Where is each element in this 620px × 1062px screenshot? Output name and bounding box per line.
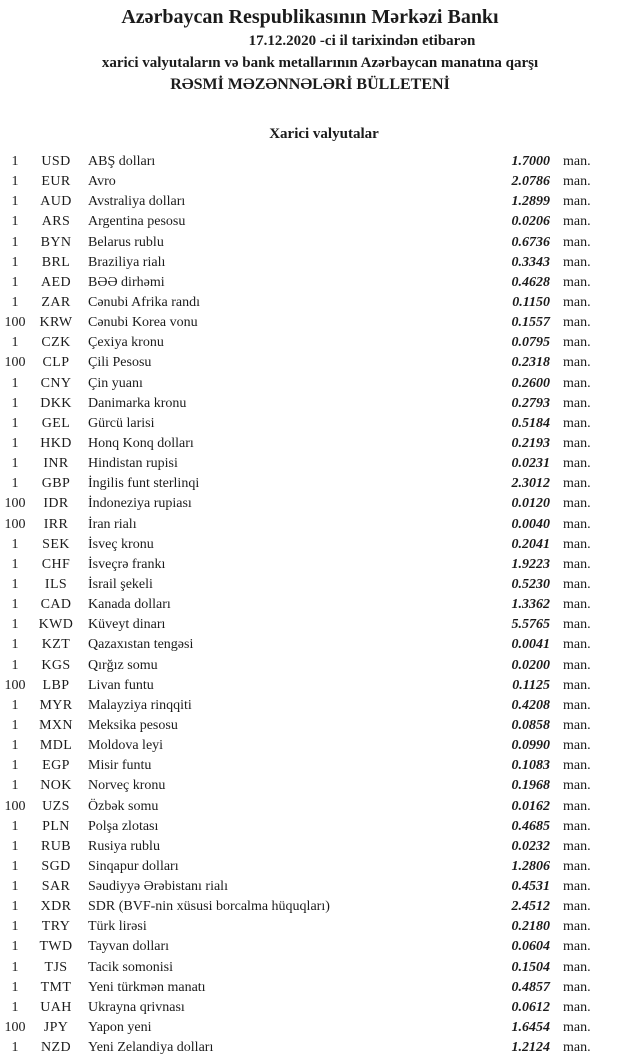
unit-cell: man. bbox=[563, 637, 591, 653]
table-row bbox=[0, 333, 620, 353]
unit-cell: man. bbox=[563, 838, 591, 854]
unit-cell: man. bbox=[563, 375, 591, 391]
currency-code-cell: EUR bbox=[41, 174, 71, 190]
currency-code-cell: LBP bbox=[42, 677, 70, 693]
currency-name-cell: Çexiya kronu bbox=[88, 335, 164, 351]
rate-value-cell: 0.1150 bbox=[512, 294, 550, 310]
currency-name-cell: İsveç kronu bbox=[88, 536, 154, 552]
unit-cell: man. bbox=[563, 174, 591, 190]
rate-value-cell: 1.2899 bbox=[511, 194, 550, 210]
rate-value-cell: 0.4685 bbox=[511, 818, 550, 834]
rate-value-cell: 0.2041 bbox=[511, 536, 550, 552]
quantity-cell: 1 bbox=[11, 415, 19, 431]
currency-code-cell: GEL bbox=[41, 415, 71, 431]
unit-cell: man. bbox=[563, 516, 591, 532]
unit-cell: man. bbox=[563, 435, 591, 451]
currency-code-cell: CNY bbox=[40, 375, 72, 391]
currency-code-cell: KZT bbox=[41, 637, 71, 653]
table-row bbox=[0, 797, 620, 817]
currency-name-cell: Küveyt dinarı bbox=[88, 617, 166, 633]
table-row bbox=[0, 998, 620, 1018]
table-row bbox=[0, 716, 620, 736]
currency-code-cell: SGD bbox=[41, 858, 71, 874]
table-row bbox=[0, 273, 620, 293]
currency-code-cell: SEK bbox=[42, 536, 70, 552]
currency-code-cell: TMT bbox=[40, 979, 72, 995]
rate-value-cell: 1.2806 bbox=[511, 858, 550, 874]
currency-name-cell: Hindistan rupisi bbox=[88, 456, 178, 472]
table-row bbox=[0, 595, 620, 615]
currency-code-cell: AUD bbox=[40, 194, 72, 210]
rate-value-cell: 0.0162 bbox=[511, 798, 550, 814]
table-row bbox=[0, 172, 620, 192]
currency-name-cell: Yeni türkmən manatı bbox=[88, 979, 206, 995]
rate-value-cell: 0.5184 bbox=[511, 415, 550, 431]
quantity-cell: 1 bbox=[11, 919, 19, 935]
currency-name-cell: Gürcü larisi bbox=[88, 415, 155, 431]
table-row bbox=[0, 212, 620, 232]
currency-name-cell: Özbək somu bbox=[88, 798, 159, 814]
unit-cell: man. bbox=[563, 194, 591, 210]
currency-name-cell: Türk lirəsi bbox=[88, 919, 147, 935]
table-row bbox=[0, 414, 620, 434]
currency-code-cell: GBP bbox=[41, 476, 71, 492]
currency-name-cell: Qırğız somu bbox=[88, 657, 158, 673]
rate-value-cell: 0.2193 bbox=[511, 435, 550, 451]
quantity-cell: 1 bbox=[11, 838, 19, 854]
currency-code-cell: MXN bbox=[39, 717, 73, 733]
table-row bbox=[0, 253, 620, 273]
unit-cell: man. bbox=[563, 717, 591, 733]
quantity-cell: 1 bbox=[11, 234, 19, 250]
unit-cell: man. bbox=[563, 576, 591, 592]
quantity-cell: 1 bbox=[11, 1040, 19, 1056]
exchange-rates-table bbox=[0, 152, 620, 1058]
rate-value-cell: 0.0040 bbox=[511, 516, 550, 532]
unit-cell: man. bbox=[563, 1020, 591, 1036]
quantity-cell: 100 bbox=[4, 496, 26, 512]
table-row bbox=[0, 474, 620, 494]
quantity-cell: 1 bbox=[11, 375, 19, 391]
table-row bbox=[0, 917, 620, 937]
currency-code-cell: MYR bbox=[39, 697, 73, 713]
unit-cell: man. bbox=[563, 476, 591, 492]
currency-name-cell: Qazaxıstan tengəsi bbox=[88, 637, 194, 653]
currency-name-cell: Çili Pesosu bbox=[88, 355, 152, 371]
unit-cell: man. bbox=[563, 657, 591, 673]
unit-cell: man. bbox=[563, 154, 591, 169]
rate-value-cell: 0.4857 bbox=[511, 979, 550, 995]
currency-name-cell: Livan funtu bbox=[88, 677, 154, 693]
table-row bbox=[0, 756, 620, 776]
quantity-cell: 1 bbox=[11, 435, 19, 451]
currency-code-cell: RUB bbox=[41, 838, 71, 854]
table-row bbox=[0, 494, 620, 514]
currency-code-cell: IRR bbox=[43, 516, 69, 532]
unit-cell: man. bbox=[563, 315, 591, 331]
currency-name-cell: Cənubi Afrika randı bbox=[88, 294, 200, 310]
bulletin-subtitle: xarici valyutaların və bank metallarının Azərbaycan manatına qarşı bbox=[101, 55, 539, 71]
rate-value-cell: 1.9223 bbox=[511, 556, 550, 572]
quantity-cell: 1 bbox=[11, 576, 19, 592]
bulletin-title: RƏSMİ MƏZƏNNƏLƏRİ BÜLLETENİ bbox=[170, 76, 450, 93]
quantity-cell: 1 bbox=[11, 254, 19, 270]
currency-code-cell: BYN bbox=[40, 234, 72, 250]
currency-code-cell: IDR bbox=[43, 496, 69, 512]
table-row bbox=[0, 394, 620, 414]
unit-cell: man. bbox=[563, 959, 591, 975]
quantity-cell: 1 bbox=[11, 476, 19, 492]
currency-name-cell: Tacik somonisi bbox=[88, 959, 173, 975]
rate-value-cell: 0.2180 bbox=[511, 919, 550, 935]
rate-value-cell: 0.1083 bbox=[511, 758, 550, 774]
quantity-cell: 1 bbox=[11, 697, 19, 713]
unit-cell: man. bbox=[563, 979, 591, 995]
quantity-cell: 100 bbox=[4, 677, 26, 693]
table-row bbox=[0, 535, 620, 555]
quantity-cell: 100 bbox=[4, 1020, 26, 1036]
currency-code-cell: TJS bbox=[44, 959, 68, 975]
table-row bbox=[0, 635, 620, 655]
currency-name-cell: Danimarka kronu bbox=[88, 395, 187, 411]
unit-cell: man. bbox=[563, 556, 591, 572]
currency-code-cell: KWD bbox=[38, 617, 74, 633]
table-row bbox=[0, 897, 620, 917]
unit-cell: man. bbox=[563, 899, 591, 915]
unit-cell: man. bbox=[563, 536, 591, 552]
currency-code-cell: KRW bbox=[39, 315, 73, 331]
quantity-cell: 1 bbox=[11, 979, 19, 995]
currency-name-cell: Malayziya rinqqiti bbox=[88, 697, 192, 713]
rate-value-cell: 0.0041 bbox=[511, 637, 550, 653]
currency-code-cell: SAR bbox=[41, 879, 71, 895]
currency-code-cell: AED bbox=[41, 274, 71, 290]
rate-value-cell: 0.3343 bbox=[511, 254, 550, 270]
quantity-cell: 1 bbox=[11, 999, 19, 1015]
quantity-cell: 1 bbox=[11, 637, 19, 653]
unit-cell: man. bbox=[563, 294, 591, 310]
table-row bbox=[0, 877, 620, 897]
quantity-cell: 100 bbox=[4, 516, 26, 532]
rate-value-cell: 5.5765 bbox=[511, 617, 550, 633]
currency-code-cell: MDL bbox=[39, 738, 73, 754]
table-row bbox=[0, 575, 620, 595]
currency-code-cell: TRY bbox=[41, 919, 71, 935]
table-row bbox=[0, 978, 620, 998]
table-row bbox=[0, 313, 620, 333]
rate-value-cell: 0.0604 bbox=[511, 939, 550, 955]
rate-value-cell: 2.4512 bbox=[511, 899, 550, 915]
table-row bbox=[0, 696, 620, 716]
unit-cell: man. bbox=[563, 778, 591, 794]
rate-value-cell: 0.0231 bbox=[511, 456, 550, 472]
table-row bbox=[0, 736, 620, 756]
quantity-cell: 1 bbox=[11, 959, 19, 975]
currency-code-cell: CHF bbox=[41, 556, 71, 572]
rate-value-cell: 0.1968 bbox=[511, 778, 550, 794]
table-row bbox=[0, 837, 620, 857]
quantity-cell: 1 bbox=[11, 154, 19, 169]
bank-name-title: Azərbaycan Respublikasının Mərkəzi Bankı bbox=[121, 6, 499, 28]
rate-value-cell: 1.3362 bbox=[511, 597, 550, 613]
rate-value-cell: 0.0612 bbox=[511, 999, 550, 1015]
unit-cell: man. bbox=[563, 395, 591, 411]
unit-cell: man. bbox=[563, 879, 591, 895]
unit-cell: man. bbox=[563, 496, 591, 512]
currency-code-cell: UAH bbox=[40, 999, 72, 1015]
currency-name-cell: ABŞ dolları bbox=[88, 154, 156, 169]
table-row bbox=[0, 152, 620, 172]
unit-cell: man. bbox=[563, 939, 591, 955]
quantity-cell: 1 bbox=[11, 657, 19, 673]
currency-code-cell: INR bbox=[43, 456, 69, 472]
quantity-cell: 1 bbox=[11, 818, 19, 834]
unit-cell: man. bbox=[563, 274, 591, 290]
unit-cell: man. bbox=[563, 214, 591, 230]
rate-value-cell: 0.2318 bbox=[511, 355, 550, 371]
unit-cell: man. bbox=[563, 617, 591, 633]
unit-cell: man. bbox=[563, 415, 591, 431]
quantity-cell: 1 bbox=[11, 617, 19, 633]
unit-cell: man. bbox=[563, 999, 591, 1015]
currency-name-cell: Meksika pesosu bbox=[88, 717, 178, 733]
table-row bbox=[0, 454, 620, 474]
table-row bbox=[0, 656, 620, 676]
quantity-cell: 1 bbox=[11, 597, 19, 613]
currency-name-cell: Belarus rublu bbox=[88, 234, 164, 250]
quantity-cell: 1 bbox=[11, 395, 19, 411]
quantity-cell: 1 bbox=[11, 556, 19, 572]
table-row bbox=[0, 515, 620, 535]
currency-name-cell: İsveçrə frankı bbox=[88, 556, 166, 572]
rate-value-cell: 0.0232 bbox=[511, 838, 550, 854]
section-title-foreign-currencies: Xarici valyutalar bbox=[269, 126, 379, 142]
rate-value-cell: 0.0795 bbox=[511, 335, 550, 351]
rate-value-cell: 0.0120 bbox=[511, 496, 550, 512]
quantity-cell: 1 bbox=[11, 194, 19, 210]
currency-name-cell: Sinqapur dolları bbox=[88, 858, 179, 874]
currency-name-cell: Braziliya rialı bbox=[88, 254, 166, 270]
currency-name-cell: Çin yuanı bbox=[88, 375, 143, 391]
currency-code-cell: TWD bbox=[39, 939, 73, 955]
currency-code-cell: USD bbox=[41, 154, 71, 169]
effective-date-line: 17.12.2020 -ci il tarixindən etibarən bbox=[248, 33, 476, 49]
currency-name-cell: Səudiyyə Ərəbistanı rialı bbox=[88, 879, 228, 895]
rate-value-cell: 0.0858 bbox=[511, 717, 550, 733]
currency-name-cell: Avro bbox=[88, 174, 116, 190]
quantity-cell: 100 bbox=[4, 355, 26, 371]
rate-value-cell: 0.5230 bbox=[511, 576, 550, 592]
table-row bbox=[0, 958, 620, 978]
currency-name-cell: Avstraliya dolları bbox=[88, 194, 186, 210]
currency-name-cell: İsrail şekeli bbox=[88, 576, 153, 592]
rate-value-cell: 0.0206 bbox=[511, 214, 550, 230]
currency-code-cell: DKK bbox=[40, 395, 72, 411]
unit-cell: man. bbox=[563, 798, 591, 814]
currency-code-cell: NZD bbox=[41, 1040, 71, 1056]
unit-cell: man. bbox=[563, 858, 591, 874]
unit-cell: man. bbox=[563, 919, 591, 935]
table-row bbox=[0, 1018, 620, 1038]
quantity-cell: 1 bbox=[11, 536, 19, 552]
table-row bbox=[0, 555, 620, 575]
quantity-cell: 1 bbox=[11, 717, 19, 733]
currency-name-cell: Tayvan dolları bbox=[88, 939, 170, 955]
rate-value-cell: 1.6454 bbox=[511, 1020, 550, 1036]
currency-code-cell: EGP bbox=[42, 758, 70, 774]
table-row bbox=[0, 676, 620, 696]
table-row bbox=[0, 857, 620, 877]
rate-value-cell: 0.4628 bbox=[511, 274, 550, 290]
currency-name-cell: BƏƏ dirhəmi bbox=[88, 274, 165, 290]
quantity-cell: 1 bbox=[11, 879, 19, 895]
currency-code-cell: ILS bbox=[44, 576, 68, 592]
rate-value-cell: 2.3012 bbox=[511, 476, 550, 492]
rate-value-cell: 0.4208 bbox=[511, 697, 550, 713]
quantity-cell: 1 bbox=[11, 294, 19, 310]
table-row bbox=[0, 615, 620, 635]
currency-code-cell: UZS bbox=[42, 798, 70, 814]
currency-code-cell: ARS bbox=[41, 214, 71, 230]
currency-code-cell: NOK bbox=[40, 778, 72, 794]
currency-name-cell: Honq Konq dolları bbox=[88, 435, 194, 451]
currency-name-cell: SDR (BVF-nin xüsusi borcalma hüquqları) bbox=[88, 899, 330, 915]
table-row bbox=[0, 776, 620, 796]
currency-code-cell: ZAR bbox=[41, 294, 71, 310]
unit-cell: man. bbox=[563, 254, 591, 270]
currency-name-cell: Argentina pesosu bbox=[88, 214, 186, 230]
currency-name-cell: Rusiya rublu bbox=[88, 838, 160, 854]
quantity-cell: 1 bbox=[11, 174, 19, 190]
unit-cell: man. bbox=[563, 234, 591, 250]
quantity-cell: 100 bbox=[4, 315, 26, 331]
currency-name-cell: Moldova leyi bbox=[88, 738, 164, 754]
currency-code-cell: JPY bbox=[43, 1020, 69, 1036]
table-row bbox=[0, 937, 620, 957]
quantity-cell: 1 bbox=[11, 738, 19, 754]
currency-code-cell: CLP bbox=[42, 355, 70, 371]
currency-code-cell: CAD bbox=[40, 597, 72, 613]
rate-value-cell: 0.6736 bbox=[511, 234, 550, 250]
unit-cell: man. bbox=[563, 677, 591, 693]
currency-name-cell: Polşa zlotası bbox=[88, 818, 159, 834]
currency-code-cell: HKD bbox=[40, 435, 72, 451]
unit-cell: man. bbox=[563, 697, 591, 713]
rate-value-cell: 0.2793 bbox=[511, 395, 550, 411]
unit-cell: man. bbox=[563, 1040, 591, 1056]
table-row bbox=[0, 192, 620, 212]
unit-cell: man. bbox=[563, 456, 591, 472]
table-row bbox=[0, 374, 620, 394]
unit-cell: man. bbox=[563, 355, 591, 371]
rate-value-cell: 0.4531 bbox=[511, 879, 550, 895]
rate-value-cell: 1.7000 bbox=[511, 154, 550, 169]
currency-code-cell: XDR bbox=[40, 899, 72, 915]
quantity-cell: 1 bbox=[11, 456, 19, 472]
unit-cell: man. bbox=[563, 758, 591, 774]
currency-code-cell: PLN bbox=[42, 818, 70, 834]
table-row bbox=[0, 817, 620, 837]
currency-name-cell: İndoneziya rupiası bbox=[88, 496, 192, 512]
table-row bbox=[0, 1038, 620, 1058]
currency-code-cell: KGS bbox=[41, 657, 71, 673]
table-row bbox=[0, 293, 620, 313]
unit-cell: man. bbox=[563, 597, 591, 613]
rate-value-cell: 0.1557 bbox=[511, 315, 550, 331]
currency-code-cell: BRL bbox=[41, 254, 71, 270]
quantity-cell: 1 bbox=[11, 214, 19, 230]
currency-name-cell: Yapon yeni bbox=[88, 1020, 152, 1036]
rate-value-cell: 0.1504 bbox=[511, 959, 550, 975]
currency-name-cell: Ukrayna qrivnası bbox=[88, 999, 185, 1015]
rate-value-cell: 1.2124 bbox=[511, 1040, 550, 1056]
rate-value-cell: 0.0990 bbox=[511, 738, 550, 754]
table-row bbox=[0, 434, 620, 454]
unit-cell: man. bbox=[563, 335, 591, 351]
unit-cell: man. bbox=[563, 738, 591, 754]
rate-value-cell: 0.1125 bbox=[512, 677, 550, 693]
rate-value-cell: 0.0200 bbox=[511, 657, 550, 673]
quantity-cell: 1 bbox=[11, 778, 19, 794]
quantity-cell: 1 bbox=[11, 335, 19, 351]
rate-value-cell: 2.0786 bbox=[511, 174, 550, 190]
currency-name-cell: Kanada dolları bbox=[88, 597, 171, 613]
quantity-cell: 100 bbox=[4, 798, 26, 814]
quantity-cell: 1 bbox=[11, 274, 19, 290]
currency-name-cell: İran rialı bbox=[88, 516, 137, 532]
currency-name-cell: Cənubi Korea vonu bbox=[88, 315, 198, 331]
table-row bbox=[0, 233, 620, 253]
currency-name-cell: Yeni Zelandiya dolları bbox=[88, 1040, 214, 1056]
quantity-cell: 1 bbox=[11, 899, 19, 915]
currency-name-cell: Norveç kronu bbox=[88, 778, 166, 794]
quantity-cell: 1 bbox=[11, 858, 19, 874]
currency-code-cell: CZK bbox=[41, 335, 71, 351]
quantity-cell: 1 bbox=[11, 758, 19, 774]
rate-value-cell: 0.2600 bbox=[511, 375, 550, 391]
table-row bbox=[0, 353, 620, 373]
currency-name-cell: Misir funtu bbox=[88, 758, 152, 774]
currency-name-cell: İngilis funt sterlinqi bbox=[88, 476, 200, 492]
unit-cell: man. bbox=[563, 818, 591, 834]
quantity-cell: 1 bbox=[11, 939, 19, 955]
